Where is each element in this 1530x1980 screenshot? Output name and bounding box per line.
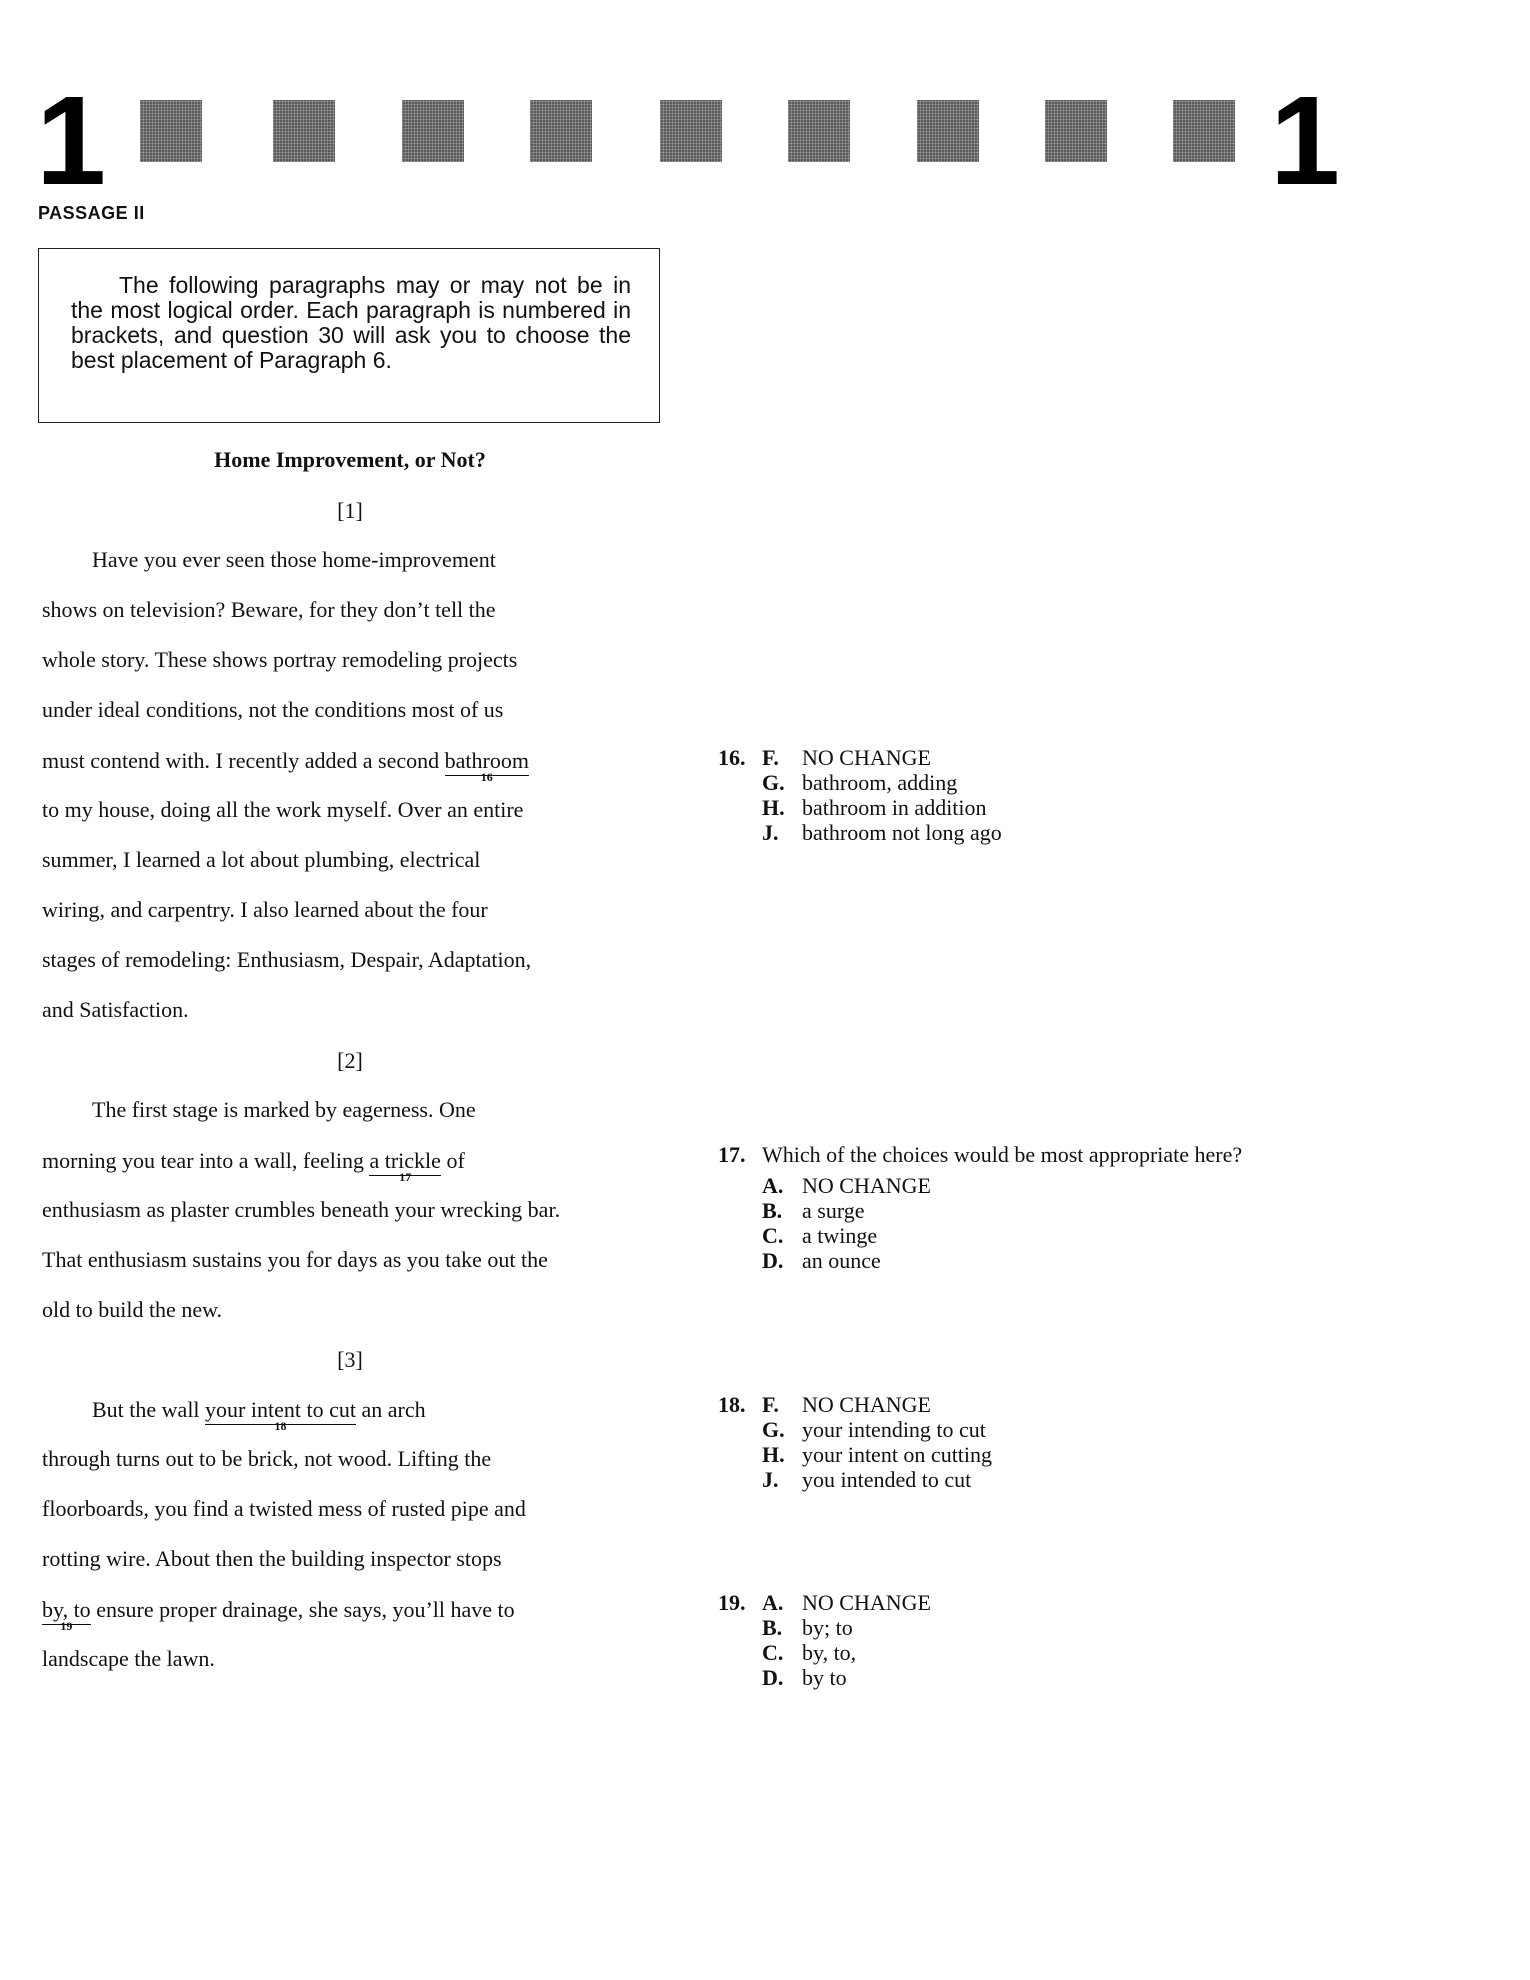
underlined-portion-19 <box>42 1596 91 1633</box>
passage-line: shows on television? Beware, for they don’t tell the <box>42 597 496 622</box>
option-letter[interactable]: G. <box>762 1417 785 1442</box>
answer-option[interactable] <box>718 1198 1242 1223</box>
answer-option[interactable] <box>718 795 1002 820</box>
passage-line: under ideal conditions, not the conditions most of us <box>42 697 504 722</box>
underlined-text: a trickle <box>369 1148 441 1173</box>
passage-line: stages of remodeling: Enthusiasm, Despair, Adaptation, <box>42 947 532 972</box>
passage-line: summer, I learned a lot about plumbing, electrical <box>42 847 481 872</box>
option-text[interactable]: by, to, <box>802 1640 857 1665</box>
paragraph-number: [1] <box>337 498 363 523</box>
passage-line: wiring, and carpentry. I also learned about the four <box>42 897 488 922</box>
option-letter[interactable]: H. <box>762 1442 785 1467</box>
underlined-text: your intent to cut <box>205 1397 356 1422</box>
passage-title: Home Improvement, or Not? <box>214 447 486 472</box>
header-block <box>788 100 850 162</box>
passage-line: enthusiasm as plaster crumbles beneath your wrecking bar. <box>42 1197 561 1222</box>
answer-option[interactable] <box>718 1173 1242 1198</box>
question-first-line <box>718 1392 992 1417</box>
option-letter[interactable]: C. <box>762 1640 784 1665</box>
answer-option[interactable] <box>718 1640 931 1665</box>
question-19 <box>718 1590 931 1690</box>
passage-label: PASSAGE II <box>38 203 145 223</box>
underlined-text: by, to <box>42 1597 91 1622</box>
passage-line <box>92 1396 426 1433</box>
header-block <box>530 100 592 162</box>
intro-text: The following paragraphs may or may not be in the most logical order. Each paragraph is numbered in brackets, and question 30 will ask you to choose the best placement of Paragraph 6. <box>71 272 631 373</box>
option-letter[interactable]: D. <box>762 1665 784 1690</box>
answer-option[interactable] <box>718 1615 931 1640</box>
passage-line: floorboards, you find a twisted mess of rusted pipe and <box>42 1496 526 1521</box>
question-stem <box>718 1142 1242 1167</box>
header-block <box>273 100 335 162</box>
passage-line <box>42 747 529 784</box>
question-marker: 19 <box>60 1619 73 1633</box>
option-letter[interactable]: B. <box>762 1615 783 1640</box>
option-text[interactable]: bathroom not long ago <box>802 820 1002 845</box>
answer-option[interactable] <box>718 1665 931 1690</box>
underlined-text: bathroom <box>444 748 529 773</box>
paragraph-number: [3] <box>337 1347 363 1372</box>
question-stem-text: Which of the choices would be most appropriate here? <box>762 1142 1243 1167</box>
header-block <box>1045 100 1107 162</box>
question-number: 17. <box>718 1142 746 1167</box>
question-marker: 18 <box>274 1419 287 1433</box>
passage-text: morning you tear into a wall, feeling <box>42 1148 370 1173</box>
answer-option[interactable] <box>718 1248 1242 1273</box>
option-letter[interactable]: A. <box>762 1590 784 1615</box>
header-block <box>1173 100 1235 162</box>
option-letter[interactable]: B. <box>762 1198 783 1223</box>
answer-option[interactable] <box>718 770 1002 795</box>
answer-option[interactable] <box>718 1442 992 1467</box>
option-letter[interactable]: F. <box>762 745 779 770</box>
question-18 <box>718 1392 992 1492</box>
question-17 <box>718 1142 1242 1273</box>
option-letter[interactable]: J. <box>762 820 779 845</box>
answer-option[interactable] <box>718 1223 1242 1248</box>
underlined-portion-18 <box>205 1396 356 1433</box>
option-text[interactable]: an ounce <box>802 1248 881 1273</box>
answer-option[interactable] <box>718 820 1002 845</box>
passage-line: Have you ever seen those home-improvement <box>92 547 496 572</box>
option-letter[interactable]: D. <box>762 1248 784 1273</box>
option-text[interactable]: by; to <box>802 1615 853 1640</box>
option-text[interactable]: bathroom, adding <box>802 770 958 795</box>
passage-text: ensure proper drainage, she says, you’ll have to <box>90 1597 515 1622</box>
intro-box <box>38 248 660 423</box>
question-number: 19. <box>718 1590 746 1615</box>
passage-line: That enthusiasm sustains you for days as you take out the <box>42 1247 548 1272</box>
option-letter[interactable]: C. <box>762 1223 784 1248</box>
underlined-portion-17 <box>369 1147 441 1184</box>
option-text[interactable]: your intent on cutting <box>802 1442 993 1467</box>
option-letter[interactable]: G. <box>762 770 785 795</box>
passage-text: But the wall <box>92 1397 206 1422</box>
question-16 <box>718 745 1002 845</box>
option-text[interactable]: your intending to cut <box>802 1417 986 1442</box>
option-text[interactable]: bathroom in addition <box>802 795 987 820</box>
passage-line: old to build the new. <box>42 1297 223 1322</box>
section-number-right: 1 <box>1270 70 1341 211</box>
passage-line: through turns out to be brick, not wood. Lifting the <box>42 1446 492 1471</box>
option-text[interactable]: by to <box>802 1665 847 1690</box>
option-letter[interactable]: J. <box>762 1467 779 1492</box>
passage-text: must contend with. I recently added a second <box>42 748 445 773</box>
passage-line: to my house, doing all the work myself. Over an entire <box>42 797 524 822</box>
option-text[interactable]: a twinge <box>802 1223 878 1248</box>
passage-line: and Satisfaction. <box>42 997 189 1022</box>
option-text[interactable]: NO CHANGE <box>802 1590 931 1615</box>
passage-line <box>42 1596 515 1633</box>
section-number-left: 1 <box>36 70 107 211</box>
option-text[interactable]: NO CHANGE <box>802 745 931 770</box>
option-text[interactable]: you intended to cut <box>802 1467 972 1492</box>
question-number: 18. <box>718 1392 746 1417</box>
underlined-portion-16 <box>444 747 529 784</box>
question-marker: 17 <box>399 1170 412 1184</box>
question-marker: 16 <box>480 770 493 784</box>
passage-text: of <box>440 1148 465 1173</box>
header-block <box>140 100 202 162</box>
answer-option[interactable] <box>718 1417 992 1442</box>
passage-text: an arch <box>355 1397 426 1422</box>
header-block <box>917 100 979 162</box>
answer-option[interactable] <box>718 1467 992 1492</box>
option-text[interactable]: a surge <box>802 1198 865 1223</box>
option-letter[interactable]: A. <box>762 1173 784 1198</box>
option-letter[interactable]: H. <box>762 795 785 820</box>
passage-line: The first stage is marked by eagerness. One <box>92 1097 476 1122</box>
question-first-line <box>718 745 1002 770</box>
passage-line: landscape the lawn. <box>42 1646 215 1671</box>
paragraph-number: [2] <box>337 1048 363 1073</box>
option-text[interactable]: NO CHANGE <box>802 1173 931 1198</box>
option-letter[interactable]: F. <box>762 1392 779 1417</box>
question-number: 16. <box>718 745 746 770</box>
passage-line <box>42 1147 465 1184</box>
question-first-line <box>718 1590 931 1615</box>
passage-line: whole story. These shows portray remodeling projects <box>42 647 518 672</box>
header-block <box>402 100 464 162</box>
header-block <box>660 100 722 162</box>
passage-line: rotting wire. About then the building inspector stops <box>42 1546 502 1571</box>
option-text[interactable]: NO CHANGE <box>802 1392 931 1417</box>
